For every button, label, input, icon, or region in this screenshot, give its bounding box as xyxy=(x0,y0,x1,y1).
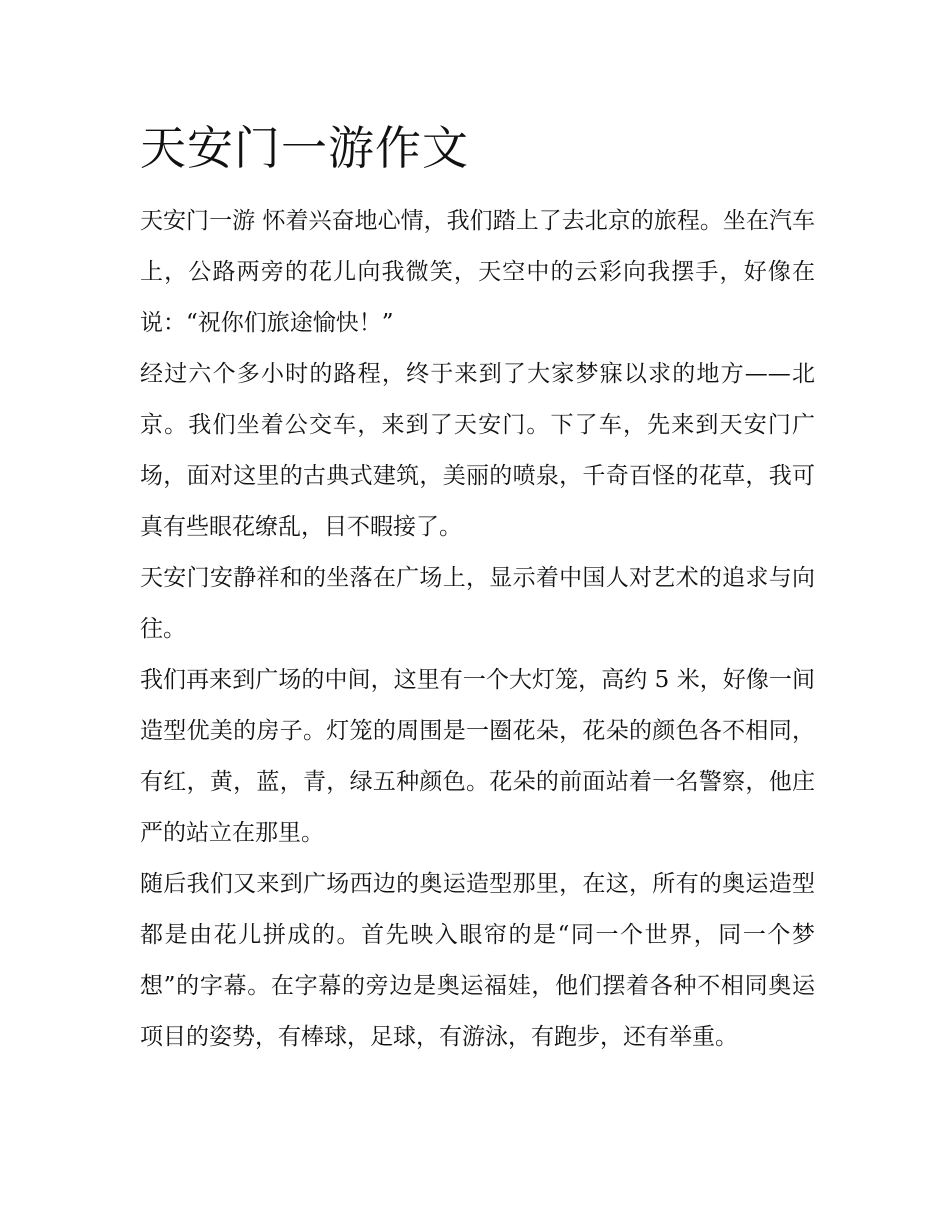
paragraph-1: 天安门一游 怀着兴奋地心情，我们踏上了去北京的旅程。坐在汽车上，公路两旁的花儿向我微笑，天空中的云彩向我摆手，好像在说：“祝你们旅途愉快！” xyxy=(140,208,815,336)
paragraph-3: 天安门安静祥和的坐落在广场上，显示着中国人对艺术的追求与向往。 xyxy=(140,565,815,642)
document-page xyxy=(140,118,815,1063)
paragraph-4: 我们再来到广场的中间，这里有一个大灯笼，高约 5 米，好像一间造型优美的房子。灯笼的周围是一圈花朵，花朵的颜色各不相同，有红，黄，蓝，青，绿五种颜色。花朵的前面站着一名警察，他庄严的站立在那里。 xyxy=(140,667,815,846)
paragraph-5: 随后我们又来到广场西边的奥运造型那里，在这，所有的奥运造型都是由花儿拼成的。首先映入眼帘的是“同一个世界，同一个梦想”的字幕。在字幕的旁边是奥运福娃，他们摆着各种不相同奥运项目的姿势，有棒球，足球，有游泳，有跑步，还有举重。 xyxy=(140,871,815,1050)
paragraph-2: 经过六个多小时的路程，终于来到了大家梦寐以求的地方——北京。我们坐着公交车，来到了天安门。下了车，先来到天安门广场，面对这里的古典式建筑，美丽的喷泉，千奇百怪的花草，我可真有些眼花缭乱，目不暇接了。 xyxy=(140,361,815,540)
page-title: 天安门一游作文 xyxy=(140,121,469,175)
